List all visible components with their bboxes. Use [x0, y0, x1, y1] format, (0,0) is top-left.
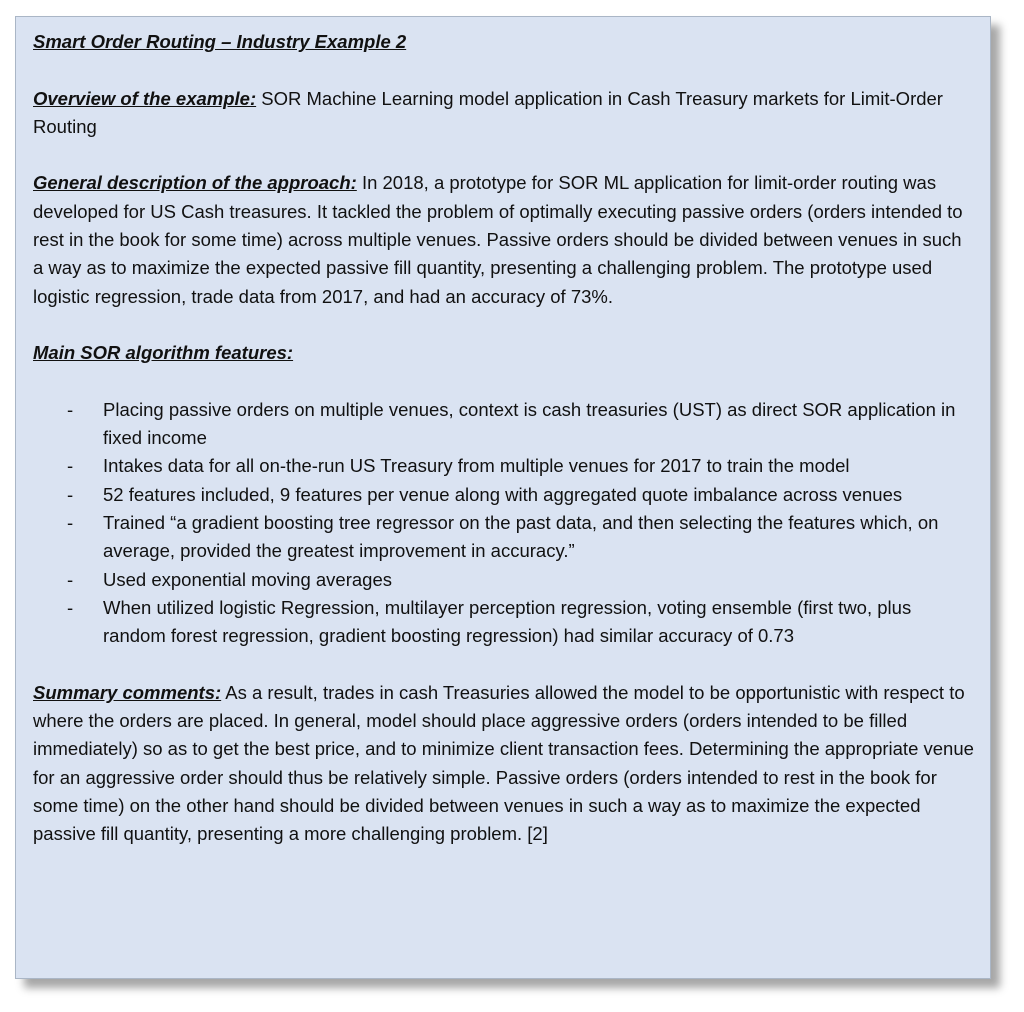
document-title: Smart Order Routing – Industry Example 2 [33, 31, 407, 52]
bullet-dash: - [67, 455, 74, 477]
overview-text: SOR Machine Learning model application in Cash Treasury markets for Limit-Order Routing [33, 87, 943, 137]
list-item [33, 396, 970, 453]
bullet-dash: - [67, 596, 74, 618]
text-box [15, 16, 991, 979]
list-item [33, 509, 970, 566]
spacer [33, 311, 976, 339]
spacer [33, 368, 976, 396]
bullet-dash: - [67, 512, 74, 534]
list-item-text: 52 features included, 9 features per venue along with aggregated quote imbalance across venues [103, 483, 903, 505]
bullet-dash: - [67, 398, 74, 420]
spacer [33, 56, 976, 84]
overview-heading: Overview of the example: [33, 87, 257, 109]
spacer [33, 651, 976, 679]
features-heading: Main SOR algorithm features: [33, 342, 294, 364]
general-heading: General description of the approach: [33, 172, 357, 194]
list-item [33, 481, 970, 509]
list-item-text: Trained “a gradient boosting tree regressor on the past data, and then selecting the features which, on average, provided the greatest improvement in accuracy.” [103, 512, 939, 562]
summary-heading: Summary comments: [33, 681, 222, 703]
list-item-text: Used exponential moving averages [103, 568, 392, 590]
list-item-text: When utilized logistic Regression, multilayer perception regression, voting ensemble (first two, plus random forest regression, gradient boosting regression) had similar accuracy of 0.73 [103, 596, 912, 647]
list-item [33, 566, 970, 594]
general-text: In 2018, a prototype for SOR ML application for limit-order routing was developed for US Cash treasures. It tackled the problem of optimally executing passive orders (orders intended to rest in the book for some time) across multiple venues. Passive orders should be divided between venues in such a way as to maximize the expected passive fill quantity, presenting a challenging problem. The prototype used logistic regression, trade data from 2017, and had an accuracy of 73%. [33, 172, 963, 307]
list-item-text: Intakes data for all on-the-run US Treasury from multiple venues for 2017 to train the model [103, 455, 850, 477]
overview-paragraph [33, 85, 976, 142]
summary-paragraph [33, 679, 976, 849]
spacer [33, 141, 976, 169]
general-paragraph [33, 169, 976, 310]
bullet-dash: - [67, 483, 74, 505]
list-item-text: Placing passive orders on multiple venues, context is cash treasuries (UST) as direct SOR application in fixed income [103, 398, 956, 449]
bullet-dash: - [67, 568, 74, 590]
summary-text: As a result, trades in cash Treasuries allowed the model to be opportunistic with respect to where the orders are placed. In general, model should place aggressive orders (orders intended to be filled immediately) so as to get the best price, and to minimize client transaction fees. Determining the appropriate venue for an aggressive order should thus be relatively simple. Passive orders (orders intended to rest in the book for some time) on the other hand should be divided between venues in such a way as to maximize the expected passive fill quantity, presenting a more challenging problem. [2] [33, 681, 974, 845]
features-list [33, 396, 976, 651]
list-item [33, 594, 970, 651]
list-item [33, 452, 970, 480]
